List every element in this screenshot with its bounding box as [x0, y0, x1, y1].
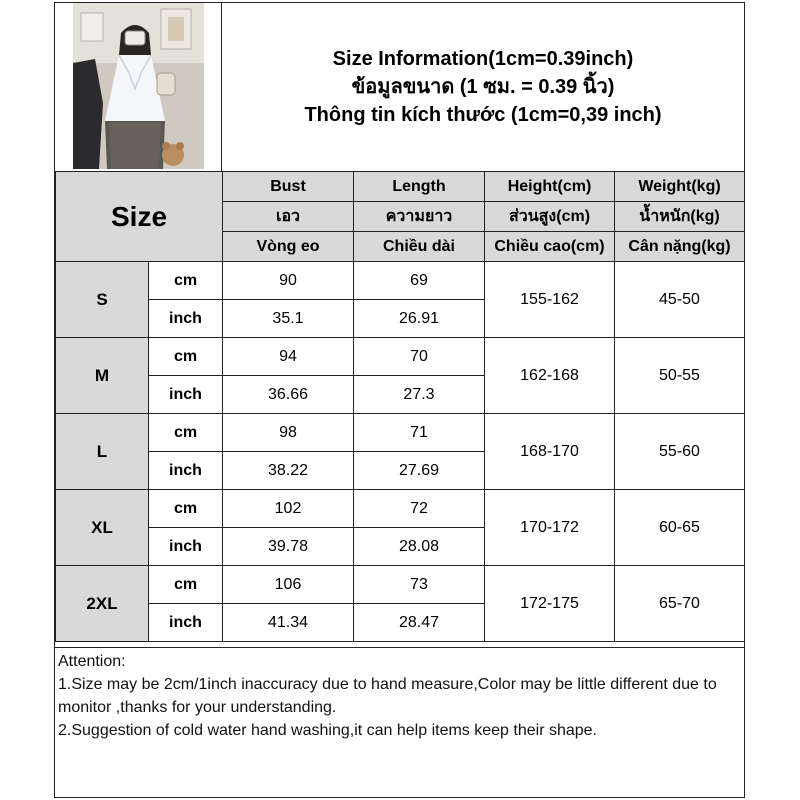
- unit-inch: inch: [149, 604, 223, 642]
- length-cm: 69: [354, 262, 485, 300]
- height-range: 170-172: [485, 490, 615, 566]
- title-english: Size Information(1cm=0.39inch): [332, 48, 634, 70]
- product-photo-cell: [55, 3, 222, 171]
- height-range: 172-175: [485, 566, 615, 642]
- bust-cm: 98: [223, 414, 354, 452]
- height-range: 168-170: [485, 414, 615, 490]
- length-inch: 27.3: [354, 376, 485, 414]
- size-chart-sheet: [54, 2, 745, 798]
- weight-range: 55-60: [615, 414, 745, 490]
- bust-cm: 106: [223, 566, 354, 604]
- weight-range: 50-55: [615, 338, 745, 414]
- bust-cm: 90: [223, 262, 354, 300]
- notes-line-1: 1.Size may be 2cm/1inch inaccuracy due to hand measure,Color may be little different due to monitor ,thanks for your understanding.: [58, 676, 717, 716]
- product-photo: [73, 3, 204, 169]
- bust-inch: 41.34: [223, 604, 354, 642]
- bust-inch: 36.66: [223, 376, 354, 414]
- weight-range: 65-70: [615, 566, 745, 642]
- bust-inch: 39.78: [223, 528, 354, 566]
- height-range: 162-168: [485, 338, 615, 414]
- bust-cm: 94: [223, 338, 354, 376]
- size-label: 2XL: [56, 566, 149, 642]
- length-inch: 28.47: [354, 604, 485, 642]
- unit-inch: inch: [149, 452, 223, 490]
- header-bust-vi: Vòng eo: [223, 232, 354, 262]
- header-row-en: [56, 172, 745, 202]
- header-length-vi: Chiều dài: [354, 232, 485, 262]
- unit-cm: cm: [149, 566, 223, 604]
- length-inch: 28.08: [354, 528, 485, 566]
- length-inch: 26.91: [354, 300, 485, 338]
- table-row: [56, 490, 745, 528]
- size-label: XL: [56, 490, 149, 566]
- header-height-th: ส่วนสูง(cm): [485, 202, 615, 232]
- length-cm: 71: [354, 414, 485, 452]
- size-label: S: [56, 262, 149, 338]
- title-vietnamese: Thông tin kích thước (1cm=0,39 inch): [304, 104, 662, 126]
- unit-cm: cm: [149, 490, 223, 528]
- table-row: [56, 566, 745, 604]
- unit-inch: inch: [149, 376, 223, 414]
- size-header: Size: [56, 172, 223, 262]
- unit-cm: cm: [149, 338, 223, 376]
- header-weight: Weight(kg): [615, 172, 745, 202]
- unit-inch: inch: [149, 528, 223, 566]
- bust-inch: 38.22: [223, 452, 354, 490]
- table-row: [56, 262, 745, 300]
- attention-notes: [55, 647, 744, 797]
- length-cm: 73: [354, 566, 485, 604]
- header-height: Height(cm): [485, 172, 615, 202]
- header-weight-th: น้ำหนัก(kg): [615, 202, 745, 232]
- notes-line-2: 2.Suggestion of cold water hand washing,it can help items keep their shape.: [58, 722, 597, 739]
- bust-cm: 102: [223, 490, 354, 528]
- header-length-th: ความยาว: [354, 202, 485, 232]
- size-label: M: [56, 338, 149, 414]
- unit-inch: inch: [149, 300, 223, 338]
- weight-range: 45-50: [615, 262, 745, 338]
- bust-inch: 35.1: [223, 300, 354, 338]
- size-label: L: [56, 414, 149, 490]
- length-inch: 27.69: [354, 452, 485, 490]
- notes-heading: Attention:: [58, 653, 126, 670]
- header-height-vi: Chiều cao(cm): [485, 232, 615, 262]
- length-cm: 70: [354, 338, 485, 376]
- size-info-title: [222, 3, 744, 171]
- unit-cm: cm: [149, 262, 223, 300]
- weight-range: 60-65: [615, 490, 745, 566]
- header-bust-th: เอว: [223, 202, 354, 232]
- table-row: [56, 414, 745, 452]
- header-length: Length: [354, 172, 485, 202]
- title-thai: ข้อมูลขนาด (1 ซม. = 0.39 นิ้ว): [351, 76, 615, 98]
- header-bust: Bust: [223, 172, 354, 202]
- model-photo-illustration: [73, 3, 204, 169]
- table-row: [56, 338, 745, 376]
- size-table: [55, 171, 745, 642]
- length-cm: 72: [354, 490, 485, 528]
- unit-cm: cm: [149, 414, 223, 452]
- height-range: 155-162: [485, 262, 615, 338]
- header-weight-vi: Cân nặng(kg): [615, 232, 745, 262]
